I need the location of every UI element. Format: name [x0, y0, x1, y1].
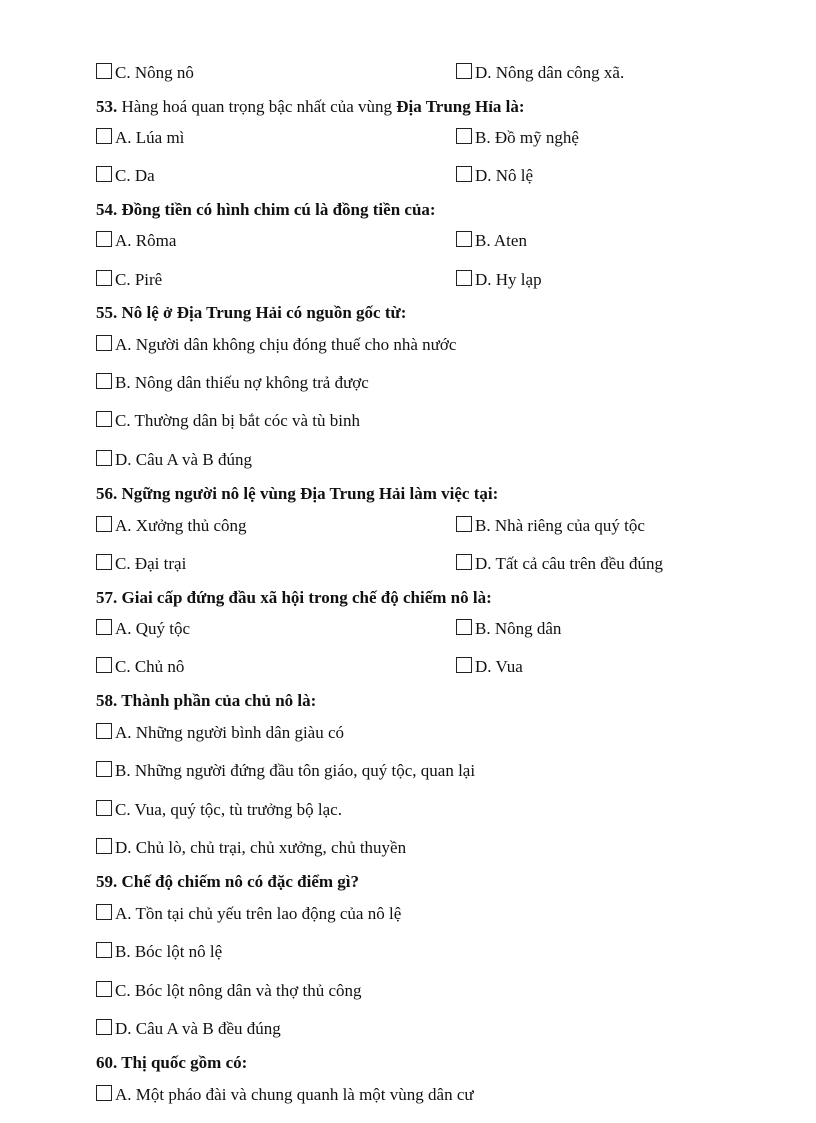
- checkbox[interactable]: [96, 942, 112, 958]
- question-text: 55. Nô lệ ở Địa Trung Hải có nguồn gốc từ:: [96, 303, 407, 322]
- option-c[interactable]: C. Bóc lột nông dân và thợ thủ công: [96, 980, 362, 1002]
- question-56: [0, 483, 816, 509]
- option-b[interactable]: B. Đồ mỹ nghệ: [456, 127, 579, 149]
- checkbox[interactable]: [96, 800, 112, 816]
- option-a[interactable]: A. Quý tộc: [96, 618, 190, 640]
- option-row: [0, 230, 816, 256]
- question-text: 54. Đồng tiền có hình chim cú là đồng tiền của:: [96, 200, 436, 219]
- option-row: [0, 837, 816, 863]
- checkbox[interactable]: [96, 981, 112, 997]
- checkbox[interactable]: [96, 723, 112, 739]
- option-a[interactable]: A. Lúa mì: [96, 127, 184, 149]
- option-a[interactable]: A. Xưởng thủ công: [96, 515, 247, 537]
- checkbox[interactable]: [456, 63, 472, 79]
- checkbox[interactable]: [456, 128, 472, 144]
- option-row: [0, 449, 816, 475]
- option-d[interactable]: [456, 62, 624, 84]
- option-row: [0, 656, 816, 682]
- question-60: [0, 1052, 816, 1078]
- checkbox[interactable]: [96, 516, 112, 532]
- option-a[interactable]: A. Người dân không chịu đóng thuế cho nhà nước: [96, 334, 456, 356]
- question-55: [0, 302, 816, 328]
- option-d[interactable]: D. Chủ lò, chủ trại, chủ xưởng, chủ thuyền: [96, 837, 406, 859]
- option-c[interactable]: C. Đại trại: [96, 553, 186, 575]
- option-row: [0, 410, 816, 436]
- option-c[interactable]: C. Thường dân bị bắt cóc và tù binh: [96, 410, 360, 432]
- option-row: [0, 515, 816, 541]
- option-c[interactable]: C. Da: [96, 165, 155, 187]
- checkbox[interactable]: [96, 450, 112, 466]
- question-text: 56. Ngững người nô lệ vùng Địa Trung Hải làm việc tại:: [96, 484, 499, 503]
- option-row: [0, 553, 816, 579]
- option-row: [0, 760, 816, 786]
- checkbox[interactable]: [456, 619, 472, 635]
- checkbox[interactable]: [96, 657, 112, 673]
- option-label: C. Nông nô: [115, 63, 194, 82]
- checkbox[interactable]: [456, 166, 472, 182]
- option-b[interactable]: B. Nông dân: [456, 618, 561, 640]
- option-row: [0, 334, 816, 360]
- option-c[interactable]: C. Vua, quý tộc, tù trưởng bộ lạc.: [96, 799, 342, 821]
- checkbox[interactable]: [96, 1019, 112, 1035]
- option-c[interactable]: C. Pirê: [96, 269, 162, 291]
- option-d[interactable]: D. Câu A và B đúng: [96, 449, 252, 471]
- checkbox[interactable]: [456, 657, 472, 673]
- option-d[interactable]: D. Vua: [456, 656, 523, 678]
- checkbox[interactable]: [96, 1085, 112, 1101]
- checkbox[interactable]: [456, 231, 472, 247]
- option-row: [0, 941, 816, 967]
- checkbox[interactable]: [96, 63, 112, 79]
- checkbox[interactable]: [96, 128, 112, 144]
- question-text: 53. Hàng hoá quan trọng bậc nhất của vùng Địa Trung Hỉa là:: [96, 97, 525, 116]
- checkbox[interactable]: [96, 838, 112, 854]
- checkbox[interactable]: [96, 335, 112, 351]
- option-d[interactable]: D. Câu A và B đều đúng: [96, 1018, 281, 1040]
- option-b[interactable]: B. Nhà riêng của quý tộc: [456, 515, 645, 537]
- question-text: 57. Giai cấp đứng đầu xã hội trong chế độ chiếm nô là:: [96, 588, 492, 607]
- option-row: [0, 722, 816, 748]
- option-b[interactable]: B. Những người đứng đầu tôn giáo, quý tộc, quan lại: [96, 760, 475, 782]
- option-row: [0, 903, 816, 929]
- option-b[interactable]: B. Bóc lột nô lệ: [96, 941, 222, 963]
- checkbox[interactable]: [96, 166, 112, 182]
- question-54: [0, 199, 816, 225]
- option-a[interactable]: A. Rôma: [96, 230, 176, 252]
- option-row: [0, 269, 816, 295]
- checkbox[interactable]: [96, 619, 112, 635]
- question-58: [0, 690, 816, 716]
- option-row: [0, 165, 816, 191]
- question-text: 60. Thị quốc gồm có:: [96, 1053, 248, 1072]
- question-57: [0, 587, 816, 613]
- checkbox[interactable]: [96, 554, 112, 570]
- option-row: [0, 980, 816, 1006]
- checkbox[interactable]: [96, 231, 112, 247]
- question-text: 58. Thành phần của chủ nô là:: [96, 691, 317, 710]
- option-b[interactable]: B. Nông dân thiếu nợ không trả được: [96, 372, 369, 394]
- checkbox[interactable]: [96, 761, 112, 777]
- option-d[interactable]: D. Hy lạp: [456, 269, 542, 291]
- checkbox[interactable]: [96, 270, 112, 286]
- option-d[interactable]: D. Tất cả câu trên đều đúng: [456, 553, 663, 575]
- option-a[interactable]: A. Một pháo đài và chung quanh là một vùng dân cư: [96, 1084, 474, 1106]
- checkbox[interactable]: [456, 554, 472, 570]
- option-b[interactable]: B. Aten: [456, 230, 527, 252]
- option-a[interactable]: A. Những người bình dân giàu có: [96, 722, 344, 744]
- option-row: [0, 1084, 816, 1110]
- option-row: [0, 372, 816, 398]
- option-row: [0, 1018, 816, 1044]
- question-59: [0, 871, 816, 897]
- checkbox[interactable]: [96, 411, 112, 427]
- checkbox[interactable]: [96, 904, 112, 920]
- option-row: [0, 799, 816, 825]
- option-c[interactable]: [96, 62, 194, 84]
- question-53: [0, 96, 816, 122]
- option-a[interactable]: A. Tồn tại chủ yếu trên lao động của nô lệ: [96, 903, 401, 925]
- option-label: D. Nông dân công xã.: [475, 63, 625, 82]
- option-d[interactable]: D. Nô lệ: [456, 165, 533, 187]
- checkbox[interactable]: [456, 516, 472, 532]
- option-c[interactable]: C. Chủ nô: [96, 656, 184, 678]
- option-row: [0, 127, 816, 153]
- checkbox[interactable]: [456, 270, 472, 286]
- checkbox[interactable]: [96, 373, 112, 389]
- question-text: 59. Chế độ chiếm nô có đặc điểm gì?: [96, 872, 360, 891]
- option-row: [0, 618, 816, 644]
- option-row: [0, 62, 816, 88]
